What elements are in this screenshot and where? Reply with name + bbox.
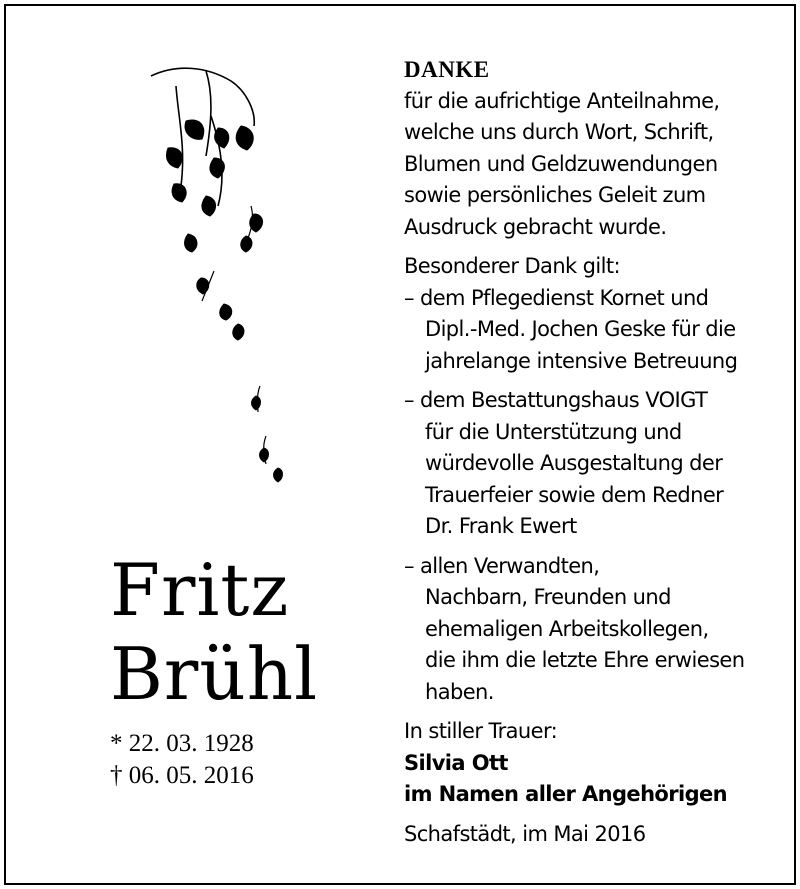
thanks-item-line: die ihm die letzte Ehre erwiesen (425, 648, 745, 672)
special-thanks-label: Besonderer Dank gilt: (404, 254, 620, 278)
life-dates (110, 728, 254, 792)
first-name: Fritz (110, 548, 290, 632)
thanks-item-line: Trauerfeier sowie dem Redner (425, 482, 724, 507)
mourning-label: In stiller Trauer: (404, 719, 558, 743)
thanks-item-line: – dem Bestattungshaus VOIGT (404, 388, 708, 412)
thanks-item-line: Nachbarn, Freunden und (425, 585, 671, 609)
obituary-notice (4, 4, 796, 885)
birch-leaves-illustration (106, 56, 326, 496)
thanks-item-line: Dr. Frank Ewert (425, 514, 577, 538)
thanks-item-line: Dipl.-Med. Jochen Geske für die (425, 317, 736, 341)
thanks-item-line: jahrelange intensive Betreuung (425, 348, 738, 373)
thanks-item-line: würdevolle Ausgestaltung der (425, 451, 723, 475)
thanks-item-line: – dem Pflegedienst Kornet und (404, 285, 709, 310)
thanks-item-line: für die Unterstützung und (425, 419, 682, 444)
intro-line: welche uns durch Wort, Schrift, (404, 120, 714, 144)
thanks-item-line: – allen Verwandten, (404, 553, 600, 578)
intro-line: Ausdruck gebracht wurde. (404, 214, 667, 239)
heading: DANKE (404, 57, 490, 82)
mourner-group: im Namen aller Angehörigen (404, 782, 728, 806)
mourner-name: Silvia Ott (404, 750, 508, 775)
intro-line: Blumen und Geldzuwendungen (404, 151, 718, 176)
last-name: Brühl (110, 632, 319, 716)
birth-date: * 22. 03. 1928 (110, 730, 254, 757)
place-date: Schafstädt, im Mai 2016 (404, 821, 646, 846)
intro-line: für die aufrichtige Anteilnahme, (404, 88, 720, 113)
thanks-item-line: ehemaligen Arbeitskollegen, (425, 616, 709, 641)
death-date: † 06. 05. 2016 (110, 762, 254, 789)
thanks-item-line: haben. (425, 679, 494, 704)
thank-you-text (404, 54, 789, 850)
intro-line: sowie persönliches Geleit zum (404, 183, 706, 207)
